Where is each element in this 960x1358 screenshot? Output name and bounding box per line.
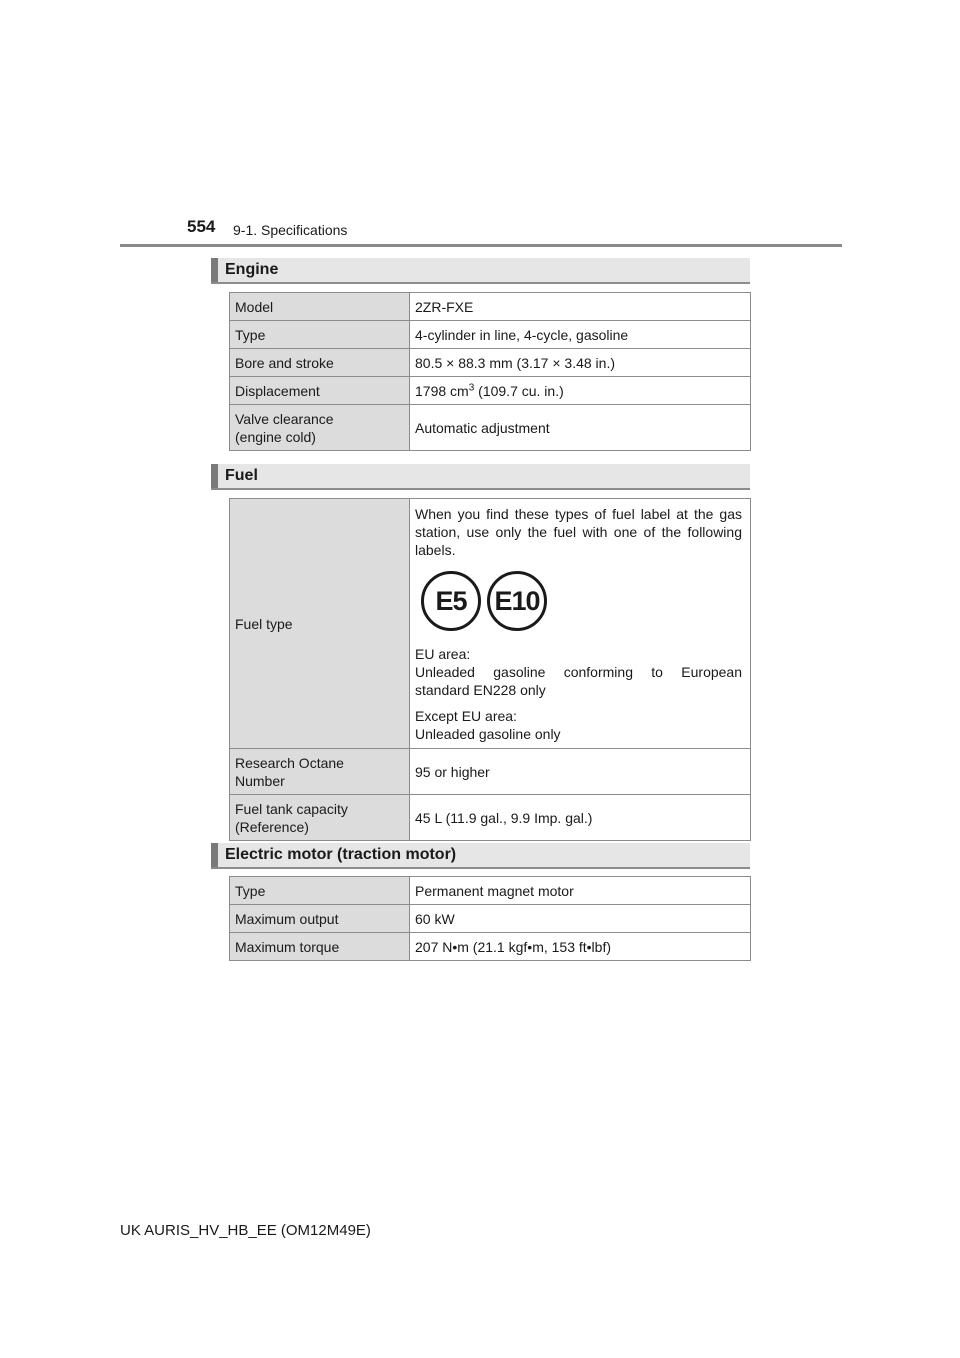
e5-fuel-label-icon: E5 [421,571,481,631]
spec-value: 95 or higher [410,749,751,795]
fuel-section-heading [211,464,750,490]
table-row [230,877,751,905]
heading-bar [211,258,218,282]
spec-label [230,795,410,841]
table-row [230,905,751,933]
fuel-label-logos [421,571,742,631]
table-row [230,499,751,749]
motor-spec-table [229,876,751,961]
eu-area-heading: EU area: [415,646,471,662]
label-line: (engine cold) [235,428,316,445]
engine-section-title: Engine [225,261,279,278]
table-row [230,377,751,405]
spec-value: 4-cylinder in line, 4-cycle, gasoline [410,321,751,349]
spec-value: 2ZR-FXE [410,293,751,321]
label-line: Valve clearance [235,410,334,427]
table-row [230,405,751,451]
spec-value [410,499,751,749]
table-row [230,349,751,377]
spec-label: Type [230,321,410,349]
table-row [230,293,751,321]
label-line: Research Octane [235,754,344,771]
spec-label: Maximum output [230,905,410,933]
spec-value: Permanent magnet motor [410,877,751,905]
heading-bar [211,464,218,488]
spec-label [230,749,410,795]
page-number: 554 [187,217,216,236]
heading-bar [211,843,218,867]
spec-label [230,405,410,451]
table-row [230,749,751,795]
non-eu-area-text: Unleaded gasoline only [415,726,561,742]
eu-area-text: Unleaded gasoline conforming to European standard EN228 only [415,664,742,698]
e10-fuel-label-icon: E10 [487,571,547,631]
displacement-value: 1798 cm [415,382,469,399]
spec-label: Displacement [230,377,410,405]
motor-section-heading [211,843,750,869]
label-line: Number [235,772,285,789]
engine-section-heading [211,258,750,284]
spec-label: Bore and stroke [230,349,410,377]
spec-value: 80.5 × 88.3 mm (3.17 × 3.48 in.) [410,349,751,377]
engine-spec-table [229,292,751,451]
motor-section-title: Electric motor (traction motor) [225,846,457,863]
table-row [230,795,751,841]
fuel-spec-table [229,498,751,841]
spec-label: Fuel type [230,499,410,749]
label-line: Fuel tank capacity [235,800,348,817]
fuel-section-title: Fuel [225,467,258,484]
fuel-intro-text: When you find these types of fuel label at the gas station, use only the fuel with one of the following labels. [415,506,742,558]
document-footer: UK AURIS_HV_HB_EE (OM12M49E) [120,1222,371,1239]
spec-value: 60 kW [410,905,751,933]
header-rule [120,244,842,247]
spec-value: 45 L (11.9 gal., 9.9 Imp. gal.) [410,795,751,841]
table-row [230,933,751,961]
spec-label: Type [230,877,410,905]
spec-label: Model [230,293,410,321]
spec-value [410,377,751,405]
non-eu-area-heading: Except EU area: [415,708,517,724]
spec-label: Maximum torque [230,933,410,961]
spec-value: 207 N•m (21.1 kgf•m, 153 ft•lbf) [410,933,751,961]
displacement-value-imperial: (109.7 cu. in.) [474,382,564,399]
section-name: 9-1. Specifications [233,222,348,238]
table-row [230,321,751,349]
label-line: (Reference) [235,818,309,835]
displacement-unit-exponent: 3 [468,381,475,393]
spec-value: Automatic adjustment [410,405,751,451]
